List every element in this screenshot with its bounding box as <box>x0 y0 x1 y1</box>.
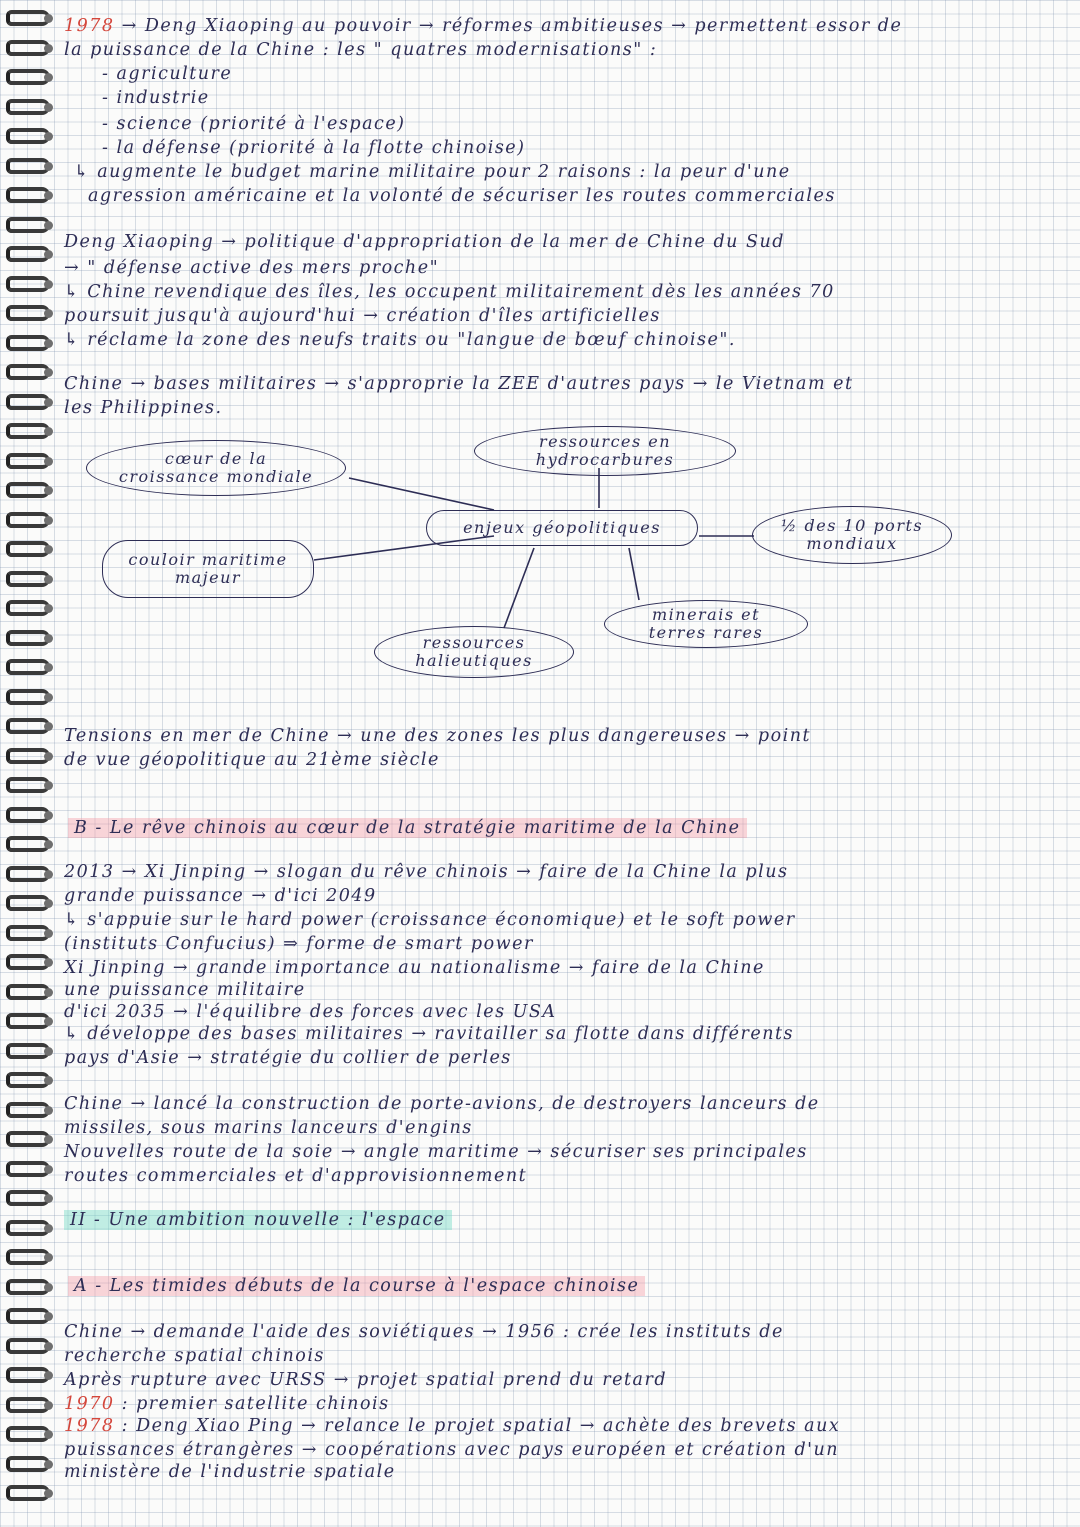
punch-hole <box>44 1283 53 1292</box>
punch-hole <box>44 1430 53 1439</box>
punch-hole <box>44 752 53 761</box>
text-line: une puissance militaire <box>64 980 306 1000</box>
list-item: - agriculture <box>102 64 233 84</box>
punch-hole <box>44 1224 53 1233</box>
list-item: - science (priorité à l'espace) <box>102 114 406 134</box>
punch-hole <box>44 368 53 377</box>
punch-hole <box>44 604 53 613</box>
text-line: 1970 : premier satellite chinois <box>64 1394 390 1414</box>
punch-hole <box>44 663 53 672</box>
node-couloir: couloir maritime majeur <box>102 540 314 598</box>
punch-hole <box>44 427 53 436</box>
punch-hole <box>44 840 53 849</box>
node-ports: ½ des 10 ports mondiaux <box>752 506 952 564</box>
text-line: Tensions en mer de Chine → une des zones les plus dangereuses → point <box>64 726 812 746</box>
text-line: Après rupture avec URSS → projet spatial prend du retard <box>64 1370 668 1390</box>
text-line: Chine → lancé la construction de porte-avions, de destroyers lanceurs de <box>64 1094 820 1114</box>
punch-hole <box>44 1165 53 1174</box>
text-line: pays d'Asie → stratégie du collier de perles <box>64 1048 512 1068</box>
text-line: de vue géopolitique au 21ème siècle <box>64 750 440 770</box>
text-line: ↳ développe des bases militaires → ravitailler sa flotte dans différents <box>64 1024 795 1044</box>
text-line: missiles, sous marins lanceurs d'engins <box>64 1118 473 1138</box>
date-1978: 1978 <box>64 1416 115 1436</box>
text-line: ↳ réclame la zone des neufs traits ou "langue de bœuf chinoise". <box>64 330 736 350</box>
text-line: les Philippines. <box>64 398 223 418</box>
punch-hole <box>44 457 53 466</box>
punch-hole <box>44 870 53 879</box>
text-line: 2013 → Xi Jinping → slogan du rêve chinois → faire de la Chine la plus <box>64 862 789 882</box>
list-item: - industrie <box>102 88 210 108</box>
link-coeur <box>349 478 494 510</box>
link-minerais <box>629 548 639 600</box>
text-line: → " défense active des mers proche" <box>64 258 440 278</box>
date-1970: 1970 <box>64 1394 115 1414</box>
punch-hole <box>44 486 53 495</box>
punch-hole <box>44 250 53 259</box>
punch-hole <box>44 516 53 525</box>
text-line: ↳ Chine revendique des îles, les occupent militairement dès les années 70 <box>64 282 835 302</box>
punch-hole <box>44 811 53 820</box>
text-line: grande puissance → d'ici 2049 <box>64 886 377 906</box>
punch-hole <box>44 929 53 938</box>
text-line: ministère de l'industrie spatiale <box>64 1462 396 1482</box>
punch-hole <box>44 958 53 967</box>
punch-hole <box>44 781 53 790</box>
node-minerais: minerais et terres rares <box>604 600 808 648</box>
punch-hole <box>44 575 53 584</box>
punch-hole <box>44 280 53 289</box>
punch-hole <box>44 722 53 731</box>
date-1978: 1978 <box>64 16 115 36</box>
punch-hole <box>44 73 53 82</box>
text-line: Deng Xiaoping → politique d'appropriation de la mer de Chine du Sud <box>64 232 785 252</box>
text-line: puissances étrangères → coopérations avec pays européen et création d'un <box>64 1440 839 1460</box>
text-line: agression américaine et la volonté de sécuriser les routes commerciales <box>88 186 836 206</box>
punch-hole <box>44 988 53 997</box>
punch-hole <box>44 1371 53 1380</box>
punch-hole <box>44 1460 53 1469</box>
node-hydro: ressources en hydrocarbures <box>474 426 736 476</box>
section-heading: B - Le rêve chinois au cœur de la stratégie maritime de la Chine <box>68 818 747 838</box>
punch-hole <box>44 1401 53 1410</box>
text-line: la puissance de la Chine : les " quatres modernisations" : <box>64 40 658 60</box>
punch-hole <box>44 899 53 908</box>
text-line: Chine → demande l'aide des soviétiques → 1956 : crée les instituts de <box>64 1322 784 1342</box>
punch-hole <box>44 14 53 23</box>
punch-hole <box>44 309 53 318</box>
link-halieutiques <box>504 548 534 628</box>
text-line: d'ici 2035 → l'équilibre des forces avec les USA <box>64 1002 557 1022</box>
punch-hole <box>44 339 53 348</box>
text-line: Xi Jinping → grande importance au nationalisme → faire de la Chine <box>64 958 765 978</box>
section-heading: II - Une ambition nouvelle : l'espace <box>64 1210 452 1230</box>
punch-hole <box>44 1253 53 1262</box>
punch-hole <box>44 1076 53 1085</box>
text-line: 1978 → Deng Xiaoping au pouvoir → réformes ambitieuses → permettent essor de <box>64 16 903 36</box>
punch-hole <box>44 634 53 643</box>
punch-hole <box>44 1342 53 1351</box>
punch-hole <box>44 1135 53 1144</box>
text-line: routes commerciales et d'approvisionnement <box>64 1166 528 1186</box>
text-line: poursuit jusqu'à aujourd'hui → création d'îles artificielles <box>64 306 661 326</box>
punch-hole <box>44 1047 53 1056</box>
punch-hole <box>44 693 53 702</box>
punch-hole <box>44 1489 53 1498</box>
punch-hole <box>44 1017 53 1026</box>
notebook-spiral <box>0 0 60 1527</box>
text-line: recherche spatial chinois <box>64 1346 325 1366</box>
text-line: 1978 : Deng Xiao Ping → relance le projet spatial → achète des brevets aux <box>64 1416 841 1436</box>
text-line: ↳ s'appuie sur le hard power (croissance économique) et le soft power <box>64 910 796 930</box>
text-line: Chine → bases militaires → s'approprie la ZEE d'autres pays → le Vietnam et <box>64 374 854 394</box>
node-center: enjeux géopolitiques <box>426 510 698 546</box>
punch-hole <box>44 1106 53 1115</box>
list-item: - la défense (priorité à la flotte chinoise) <box>102 138 526 158</box>
text-line: (instituts Confucius) ⇒ forme de smart power <box>64 934 534 954</box>
punch-hole <box>44 44 53 53</box>
punch-hole <box>44 1312 53 1321</box>
punch-hole <box>44 132 53 141</box>
section-heading: A - Les timides débuts de la course à l'espace chinoise <box>68 1276 645 1296</box>
punch-hole <box>44 162 53 171</box>
punch-hole <box>44 221 53 230</box>
punch-hole <box>44 398 53 407</box>
node-coeur: cœur de la croissance mondiale <box>86 440 346 496</box>
punch-hole <box>44 1194 53 1203</box>
punch-hole <box>44 191 53 200</box>
text-line: ↳ augmente le budget marine militaire pour 2 raisons : la peur d'une <box>74 162 791 182</box>
node-halieutiques: ressources halieutiques <box>374 626 574 678</box>
punch-hole <box>44 545 53 554</box>
punch-hole <box>44 103 53 112</box>
notebook-page <box>64 0 1054 1527</box>
text-line: Nouvelles route de la soie → angle maritime → sécuriser ses principales <box>64 1142 808 1162</box>
